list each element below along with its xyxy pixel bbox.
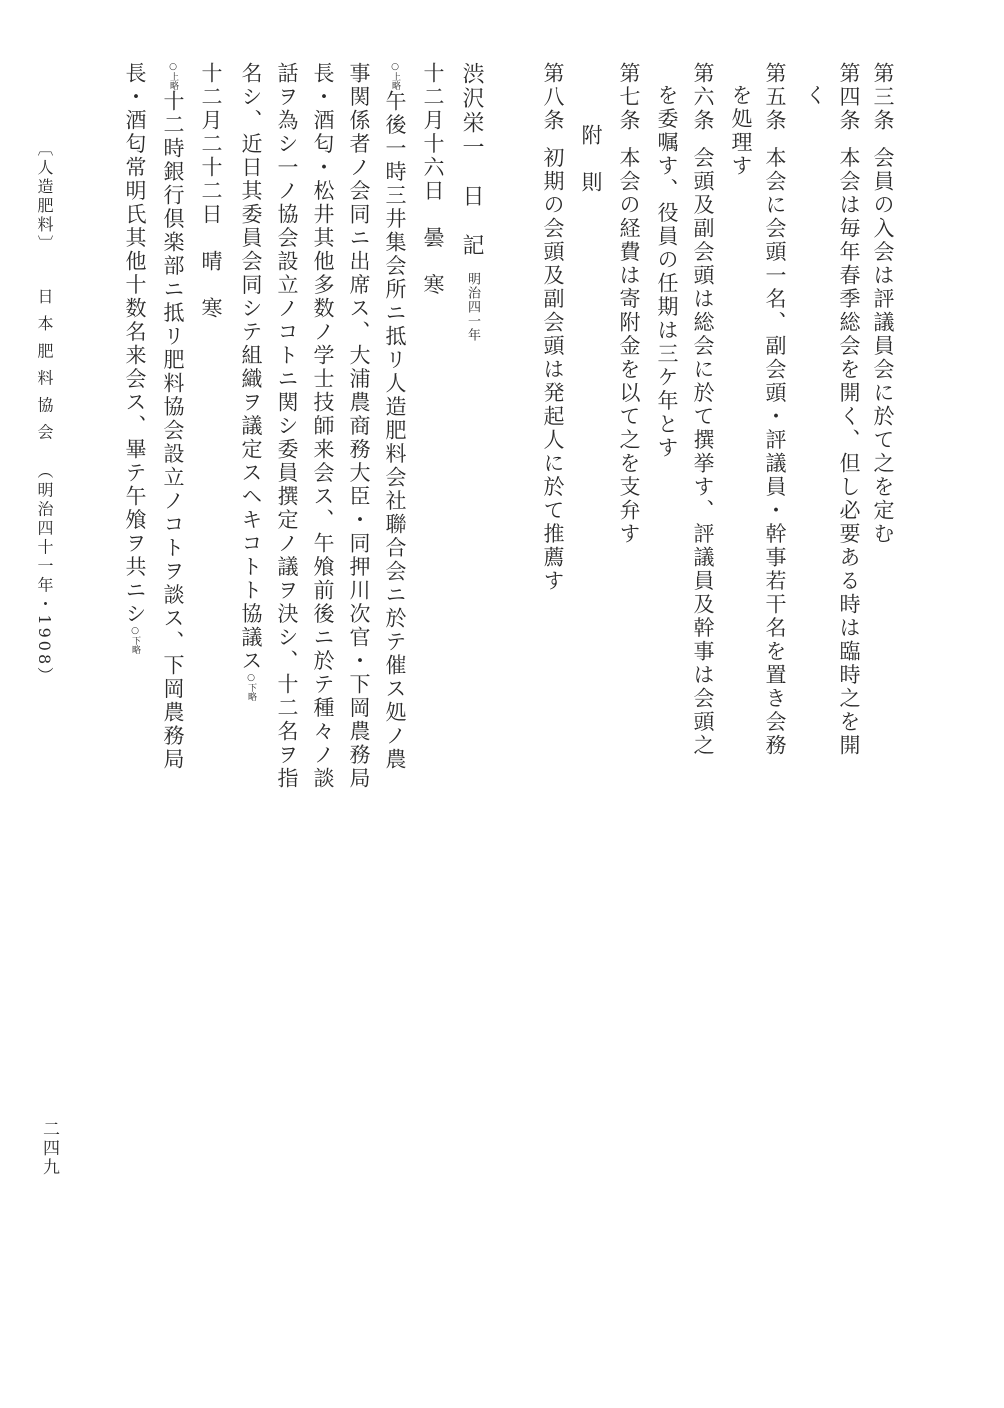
entry-2-end-note: ○下略 bbox=[130, 626, 140, 654]
entry-1-line-2: 事関係者ノ会同ニ出席ス、大浦農商務大臣・同押川次官・下岡農務局 bbox=[347, 62, 371, 791]
article-8 bbox=[542, 62, 563, 593]
entry-1-line-3: 長・酒匂・松井其他多数ノ学士技師来会ス、午飧前後ニ於テ種々ノ談 bbox=[311, 62, 335, 791]
article-7-label: 第七条 bbox=[617, 62, 641, 133]
article-6 bbox=[692, 62, 713, 758]
article-4-continuation: く bbox=[803, 84, 827, 108]
article-8-label: 第八条 bbox=[541, 62, 565, 133]
article-8-text: 初期の会頭及副会頭は発起人に於て推薦す bbox=[541, 146, 565, 593]
article-5-text: 本会に会頭一名、副会頭・評議員・幹事若干名を置き会務 bbox=[763, 146, 787, 758]
running-header-section: 〔人造肥料〕 bbox=[35, 140, 54, 254]
entry-1-date: 十二月十六日 曇 寒 bbox=[421, 62, 445, 297]
entry-2-date: 十二月二十二日 晴 寒 bbox=[199, 62, 223, 321]
diary-year: 明治四一年 bbox=[465, 272, 480, 342]
article-7 bbox=[618, 62, 639, 546]
supplementary-provisions-heading: 附 則 bbox=[579, 124, 603, 195]
diary-title: 渋沢栄一 日 記 bbox=[459, 62, 484, 258]
article-3-text: 会員の入会は評議員会に於て之を定む bbox=[871, 146, 895, 546]
entry-1-line-5: 名シ、近日其委員会同シテ組織ヲ議定スヘキコトト協議ス○下略 bbox=[239, 62, 263, 701]
article-4 bbox=[838, 62, 859, 758]
page-number: 二四九 bbox=[39, 1120, 59, 1177]
entry-2-omission-note: ○上略 bbox=[168, 62, 178, 90]
article-3 bbox=[872, 62, 893, 546]
article-3-label: 第三条 bbox=[871, 62, 895, 133]
entry-1-end-note: ○下略 bbox=[246, 673, 256, 701]
article-4-label: 第四条 bbox=[837, 62, 861, 133]
entry-1-line-4: 話ヲ為シ一ノ協会設立ノコトニ関シ委員撰定ノ議ヲ決シ、十二名ヲ指 bbox=[275, 62, 299, 791]
entry-2-line-1: ○上略十二時銀行倶楽部ニ抵リ肥料協会設立ノコトヲ談ス、下岡農務局 bbox=[161, 62, 185, 772]
article-5-label: 第五条 bbox=[763, 62, 787, 133]
entry-2-line-2: 長・酒匂常明氏其他十数名来会ス、畢テ午飧ヲ共ニシ○下略 bbox=[123, 62, 147, 654]
article-7-text: 本会の経費は寄附金を以て之を支弁す bbox=[617, 146, 641, 546]
article-5-continuation: を処理す bbox=[729, 84, 753, 178]
article-4-text: 本会は毎年春季総会を開く、但し必要ある時は臨時之を開 bbox=[837, 146, 861, 758]
article-5 bbox=[764, 62, 785, 758]
running-header-title: 日 本 肥 料 協 会 bbox=[35, 288, 54, 443]
running-header bbox=[36, 140, 52, 686]
article-6-text: 会頭及副会頭は総会に於て撰挙す、評議員及幹事は会頭之 bbox=[691, 146, 715, 758]
entry-1-omission-note: ○上略 bbox=[390, 62, 400, 90]
running-header-year: （明治四十一年・1908） bbox=[35, 462, 54, 687]
article-6-label: 第六条 bbox=[691, 62, 715, 133]
entry-1-line-1: ○上略午後一時三井集会所ニ抵リ人造肥料会社聯合会ニ於テ催ス処ノ農 bbox=[383, 62, 407, 772]
article-6-continuation: を委嘱す、役員の任期は三ケ年とす bbox=[655, 84, 679, 460]
